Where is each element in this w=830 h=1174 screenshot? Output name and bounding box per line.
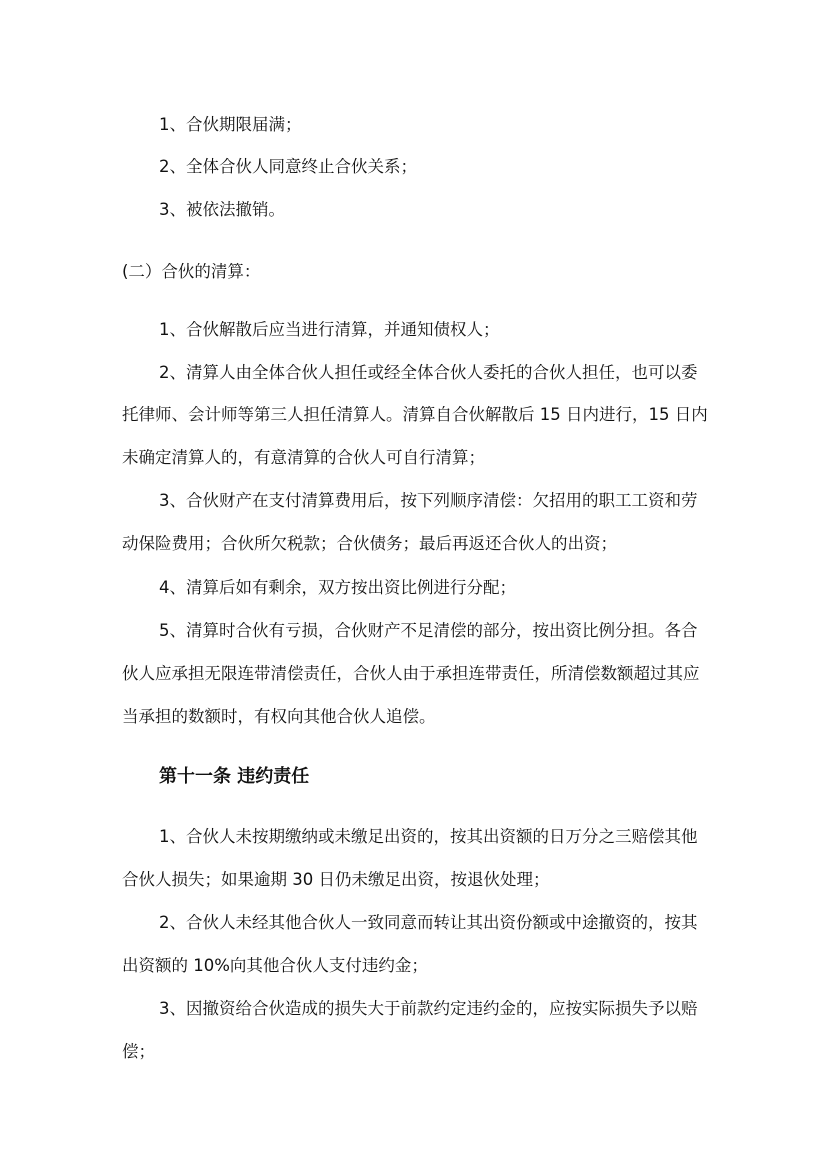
section-title: (二）合伙的清算： bbox=[122, 262, 261, 281]
liquidation-item-cont: 托律师、会计师等第三人担任清算人。清算自合伙解散后 15 日内进行，15 日内 bbox=[122, 405, 708, 424]
liquidation-item: 5、清算时合伙有亏损，合伙财产不足清偿的部分，按出资比例分担。各合 bbox=[159, 621, 698, 640]
article-item-cont: 合伙人损失；如果逾期 30 日仍未缴足出资，按退伙处理； bbox=[122, 870, 550, 889]
article-item-cont: 偿； bbox=[122, 1042, 155, 1061]
liquidation-item: 4、清算后如有剩余，双方按出资比例进行分配； bbox=[159, 578, 516, 597]
liquidation-item: 3、合伙财产在支付清算费用后，按下列顺序清偿：欠招用的职工工资和劳 bbox=[159, 491, 698, 510]
liquidation-item-cont: 动保险费用；合伙所欠税款；合伙债务；最后再返还合伙人的出资； bbox=[122, 534, 617, 553]
article-item: 1、合伙人未按期缴纳或未缴足出资的，按其出资额的日万分之三赔偿其他 bbox=[159, 827, 698, 846]
liquidation-item-cont: 当承担的数额时，有权向其他合伙人追偿。 bbox=[122, 707, 436, 726]
liquidation-item-cont: 伙人应承担无限连带清偿责任，合伙人由于承担连带责任，所清偿数额超过其应 bbox=[122, 664, 700, 683]
dissolution-item: 1、合伙期限届满； bbox=[159, 115, 302, 134]
article-item: 2、合伙人未经其他合伙人一致同意而转让其出资份额或中途撤资的，按其 bbox=[159, 913, 698, 932]
liquidation-item: 1、合伙解散后应当进行清算，并通知债权人； bbox=[159, 320, 500, 339]
dissolution-item: 3、被依法撤销。 bbox=[159, 200, 285, 219]
liquidation-item: 2、清算人由全体合伙人担任或经全体合伙人委托的合伙人担任，也可以委 bbox=[159, 363, 698, 382]
article-item-cont: 出资额的 10%向其他合伙人支付违约金； bbox=[122, 956, 428, 975]
article-heading: 第十一条 违约责任 bbox=[159, 766, 310, 787]
dissolution-item: 2、全体合伙人同意终止合伙关系； bbox=[159, 157, 417, 176]
liquidation-item-cont: 未确定清算人的，有意清算的合伙人可自行清算； bbox=[122, 448, 485, 467]
article-item: 3、因撤资给合伙造成的损失大于前款约定违约金的，应按实际损失予以赔 bbox=[159, 999, 698, 1018]
